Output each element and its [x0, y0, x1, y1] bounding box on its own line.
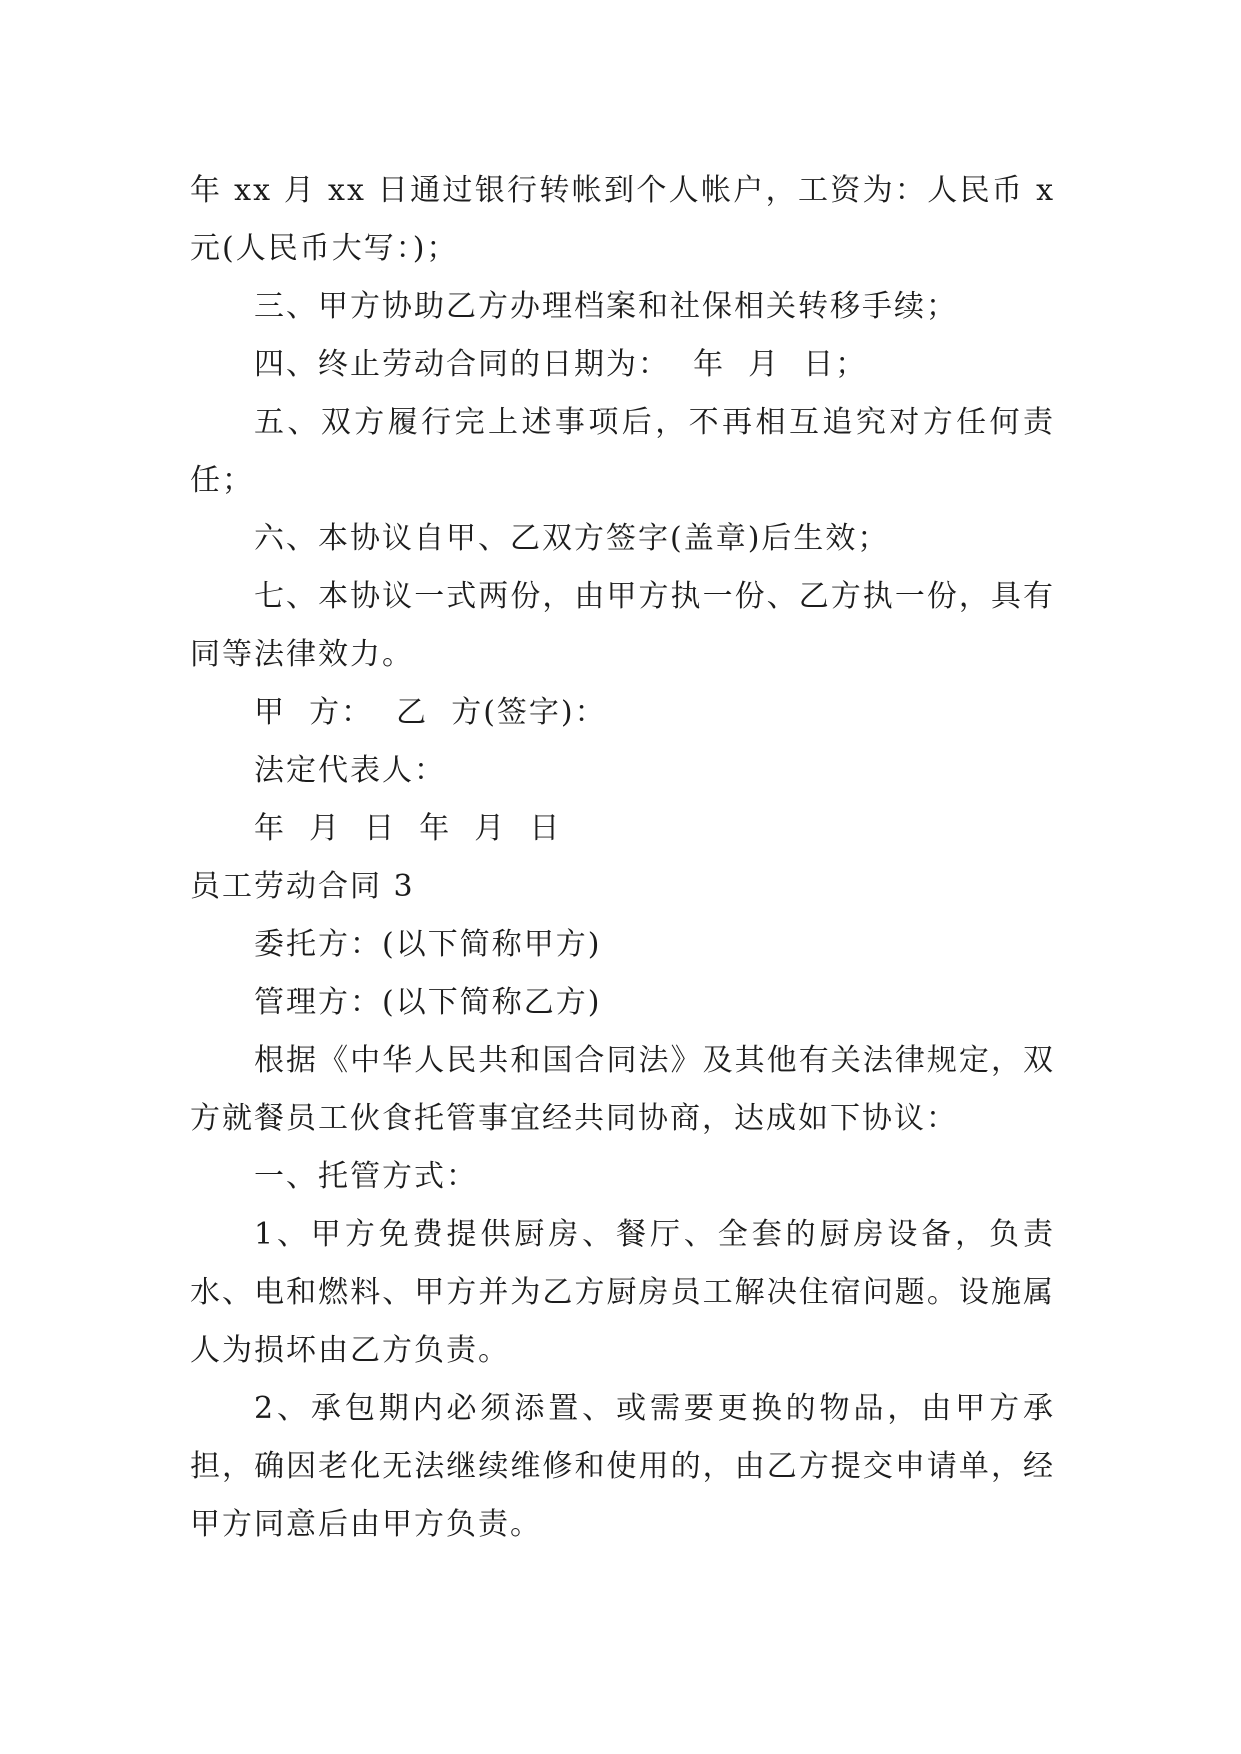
paragraph-clause-3: 三、甲方协助乙方办理档案和社保相关转移手续；	[254, 289, 958, 324]
document-body	[190, 162, 1067, 1554]
paragraph-clause-7: 七、本协议一式两份，由甲方执一份、乙方执一份，具有同等法律效力。	[190, 579, 1055, 672]
paragraph-clause-6: 六、本协议自甲、乙双方签字(盖章)后生效；	[254, 521, 890, 556]
paragraph-legal-basis: 根据《中华人民共和国合同法》及其他有关法律规定，双方就餐员工伙食托管事宜经共同协商，达成如下协议：	[190, 1043, 1055, 1136]
paragraph-clause-5: 五、双方履行完上述事项后，不再相互追究对方任何责任；	[190, 405, 1055, 498]
paragraph-managing-party: 管理方：(以下简称乙方)	[254, 985, 602, 1020]
signature-parties-line: 甲 方： 乙 方(签字)：	[254, 695, 607, 730]
legal-representative-line: 法定代表人：	[254, 753, 446, 788]
paragraph-entrusting-party: 委托方：(以下简称甲方)	[254, 927, 602, 962]
paragraph-clause-4: 四、终止劳动合同的日期为： 年 月 日；	[254, 347, 868, 382]
paragraph-item-2: 2、承包期内必须添置、或需要更换的物品，由甲方承担，确因老化无法继续维修和使用的，由乙方提交申请单，经甲方同意后由甲方负责。	[190, 1391, 1055, 1542]
paragraph-item-1: 1、甲方免费提供厨房、餐厅、全套的厨房设备，负责水、电和燃料、甲方并为乙方厨房员工解决住宿问题。设施属人为损坏由乙方负责。	[190, 1217, 1055, 1368]
signature-date-line: 年 月 日 年 月 日	[254, 811, 562, 846]
section-title: 员工劳动合同 3	[190, 869, 415, 904]
paragraph-trusteeship-heading: 一、托管方式：	[254, 1159, 478, 1194]
paragraph-salary-payment: 年 xx 月 xx 日通过银行转帐到个人帐户，工资为：人民币 x 元(人民币大写：)；	[190, 173, 1067, 266]
